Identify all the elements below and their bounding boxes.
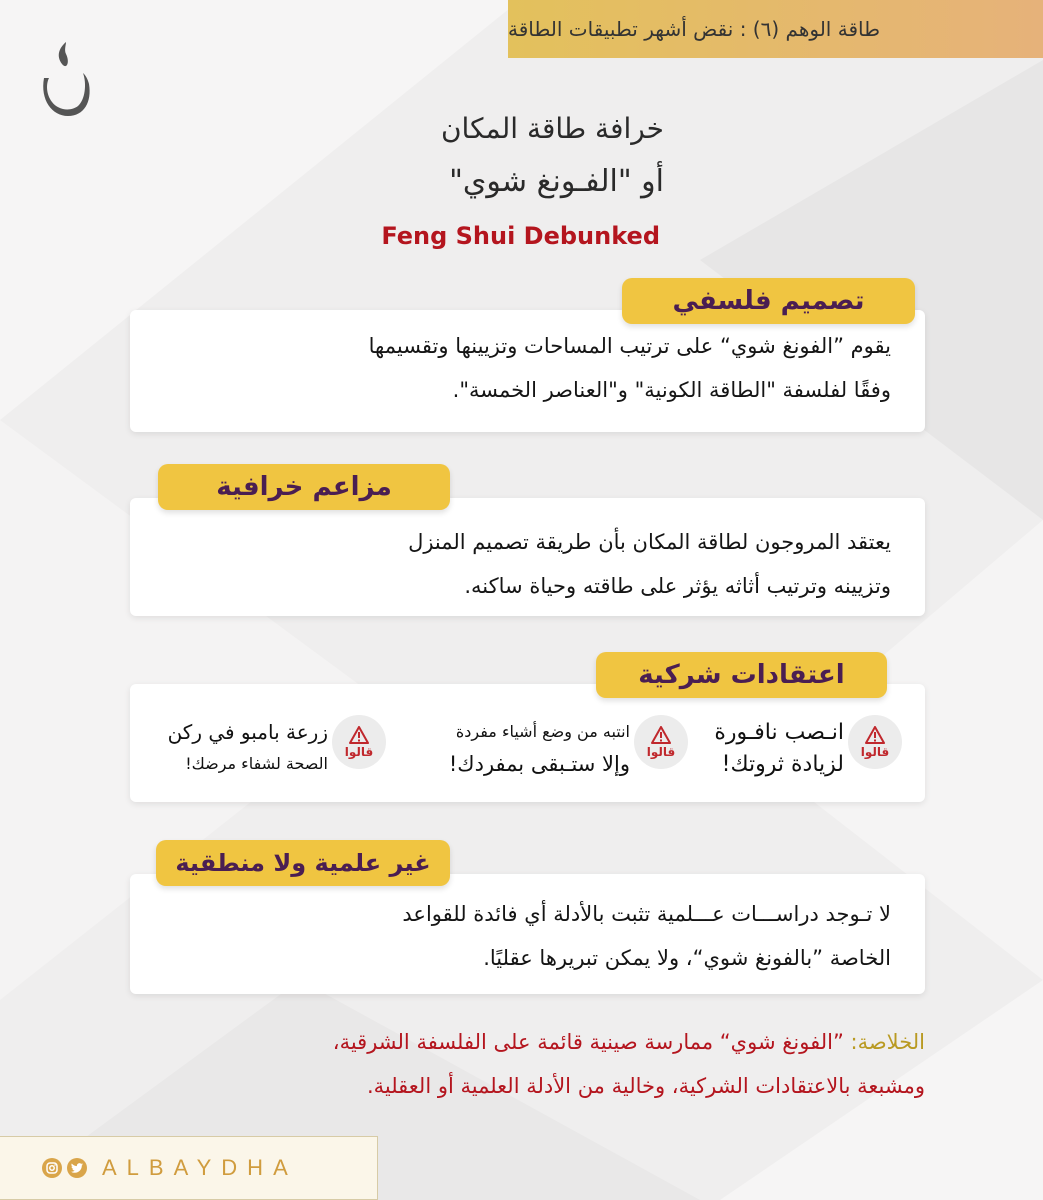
belief-line: انـصب نافـورة [714,720,844,745]
belief-line: انتبه من وضع أشياء مفردة [455,722,630,741]
section-text-line: لا تـوجد دراســـات عـــلمية تثبت بالأدلة أي فائدة للقواعد [402,902,891,926]
belief-item [402,712,688,776]
albaydha-logo-icon [38,40,94,120]
section-text-line: وفقًا لفلسفة "الطاقة الكونية" و"العناصر الخمسة". [452,378,891,402]
section-card-shirk-beliefs [130,684,925,802]
conclusion [110,1020,925,1108]
brand-name: ALBAYDHA [102,1155,298,1180]
warning-icon [349,726,369,744]
section-tag-claims: مزاعم خرافية [158,464,450,510]
belief-item [698,712,902,776]
english-subtitle: Feng Shui Debunked [381,222,660,250]
belief-line: لزيادة ثروتك! [721,752,844,777]
section-text-line: يقوم ”الفونغ شوي“ على ترتيب المساحات وتزيينها وتقسيمها [368,334,891,358]
conclusion-line [110,1020,925,1064]
twitter-icon[interactable] [67,1158,87,1178]
section-card-claims [130,498,925,616]
series-banner-text: طاقة الوهم (٦) : نقض أشهر تطبيقات الطاقة [508,17,881,41]
series-banner [508,0,1043,58]
warning-badge: قالوا [332,715,386,769]
belief-line: زرعة بامبو في ركن [167,720,328,744]
warning-icon [865,726,885,744]
warning-icon [651,726,671,744]
section-tag-unscientific: غير علمية ولا منطقية [156,840,450,886]
belief-item [140,712,386,776]
conclusion-label: الخلاصة: [850,1030,925,1054]
instagram-icon[interactable] [42,1158,62,1178]
section-tag-shirk-beliefs: اعتقادات شركية [596,652,887,698]
section-tag-philosophy: تصميم فلسفي [622,278,915,324]
section-card-unscientific [130,874,925,994]
brand-footer [0,1136,378,1200]
section-text-line: يعتقد المروجون لطاقة المكان بأن طريقة تصميم المنزل [408,530,891,554]
section-text-line: وتزيينه وترتيب أثاثه يؤثر على طاقته وحياة ساكنه. [464,574,891,598]
conclusion-text: ”الفونغ شوي“ ممارسة صينية قائمة على الفلسفة الشرقية، [332,1030,851,1054]
belief-line: الصحة لشفاء مرضك! [185,754,328,773]
section-card-philosophy [130,310,925,432]
warning-badge: قالوا [848,715,902,769]
section-text-line: الخاصة ”بالفونغ شوي“، ولا يمكن تبريرها عقليًا. [483,946,891,970]
page-title: خرافة طاقة المكان [440,112,664,145]
conclusion-line: ومشبعة بالاعتقادات الشركية، وخالية من الأدلة العلمية أو العقلية. [366,1074,925,1098]
page-title-secondary: أو "الفـونغ شوي" [449,164,664,199]
warning-badge: قالوا [634,715,688,769]
belief-line: وإلا ستـبقى بمفردك! [448,752,630,776]
